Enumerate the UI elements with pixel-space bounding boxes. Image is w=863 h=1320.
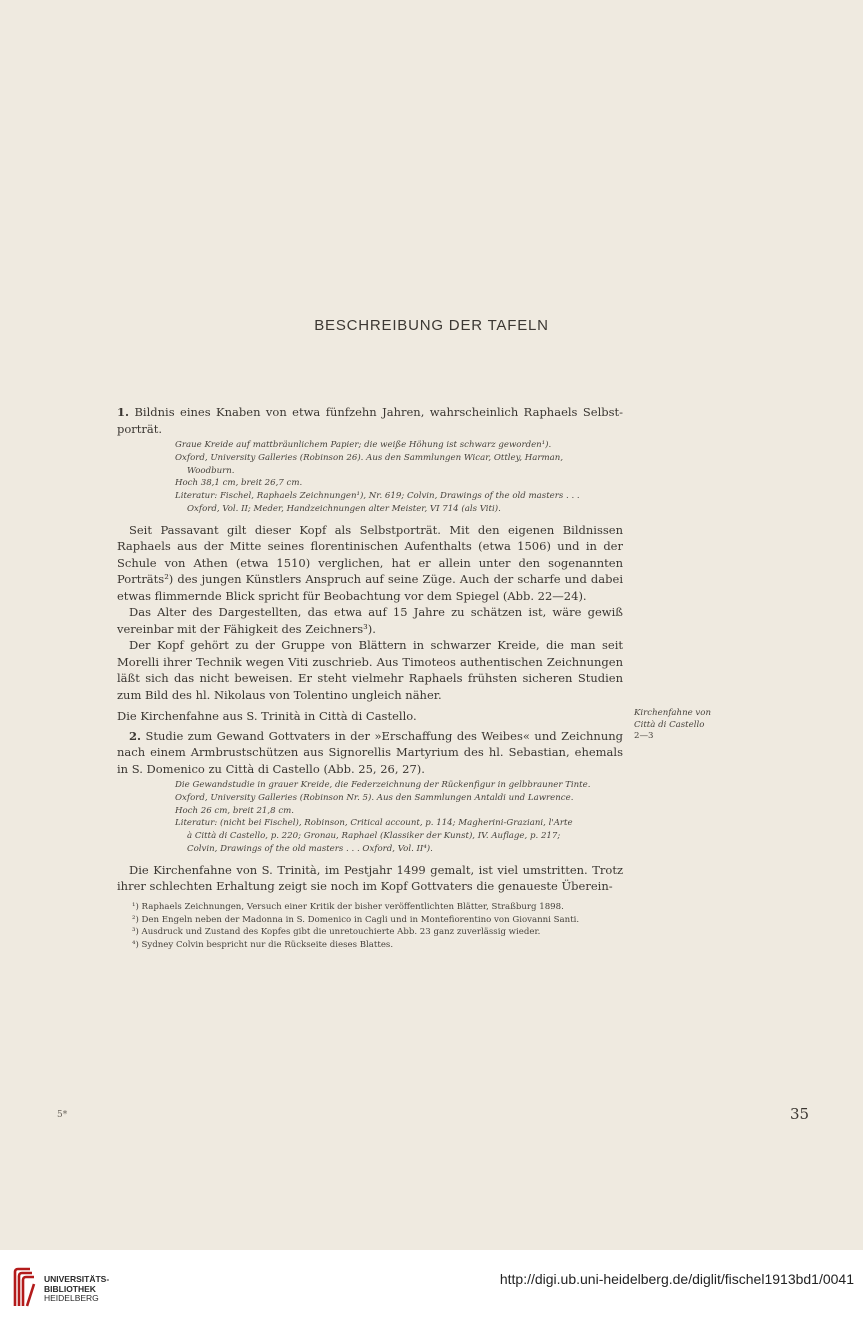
entry-1-meta-line: Graue Kreide auf mattbräunlichem Papier; die weiße Höhung ist schwarz geworden¹). (175, 440, 552, 450)
entry-2 (117, 708, 623, 895)
margin-note (634, 708, 744, 743)
footnotes (132, 901, 623, 951)
entry-2-meta-line: Literatur: (nicht bei Fischel), Robinson, Critical account, p. 114; Magherini-Graziani, l'Arte (175, 818, 573, 829)
entry-2-heading-text: Studie zum Gewand Gottvaters in der »Erschaffung des Weibes« und Zeichnung nach einem Armbrustschützen aus Signorellis Martyrium des hl. Sebastian, ehemals in S. Domenico zu Città di Castello (Abb. 25, 26, 27). (117, 728, 623, 776)
library-name-line: BIBLIOTHEK (44, 1283, 96, 1294)
entry-2-paragraph: Die Kirchenfahne von S. Trinità, im Pestjahr 1499 gemalt, ist viel umstritten. Trotz ihrer schlechten Erhaltung zeigt sie noch im Kopf Gottvaters die genaueste Überein- (117, 862, 623, 894)
margin-note-line: Città di Castello (634, 719, 705, 730)
footnote: ⁴) Sydney Colvin bespricht nur die Rückseite dieses Blattes. (132, 939, 394, 950)
library-name (44, 1275, 109, 1304)
page-title: BESCHREIBUNG DER TAFELN (314, 317, 549, 334)
entry-2-metadata (175, 779, 623, 856)
library-name-line: UNIVERSITÄTS- (44, 1274, 110, 1284)
entry-2-meta-line: Die Gewandstudie in grauer Kreide, die Federzeichnung der Rückenfigur in gelbbrauner Tinte. (175, 780, 591, 790)
entry-1-heading-text: Bildnis eines Knaben von etwa fünfzehn Jahren, wahrscheinlich Raphaels Selbst-porträt. (117, 405, 624, 436)
entry-2-meta-line: Colvin, Drawings of the old masters . . . Oxford, Vol. II⁴). (187, 843, 433, 854)
margin-note-line: Kirchenfahne von (634, 708, 711, 718)
entry-1-meta-line: Woodburn. (187, 465, 235, 476)
footnote: ¹) Raphaels Zeichnungen, Versuch einer Kritik der bisher veröffentlichten Blätter, Straßburg 1898. (132, 902, 564, 912)
entry-1 (117, 404, 623, 703)
entry-1-metadata (175, 439, 623, 516)
entry-1-paragraph: Der Kopf gehört zu der Gruppe von Blättern in schwarzer Kreide, die man seit Morelli ihrer Technik wegen Viti zuschrieb. Aus Timoteos authentischen Zeichnungen läßt sich das nicht beweisen. Er steht vielmehr Raphaels frühsten sicheren Studien zum Bild des hl. Nikolaus von Tolentino ungleich näher. (117, 638, 623, 702)
entry-2-meta-line: Oxford, University Galleries (Robinson Nr. 5). Aus den Sammlungen Antaldi und Lawrence. (175, 792, 574, 803)
footnote: ²) Den Engeln neben der Madonna in S. Domenico in Cagli und in Montefiorentino von Giovanni Santi. (132, 914, 580, 925)
entry-2-meta-line: à Città di Castello, p. 220; Gronau, Raphael (Klassiker der Kunst), IV. Auflage, p. 217; (187, 831, 561, 842)
entry-1-heading (117, 404, 623, 437)
entry-1-number: 1. (117, 405, 130, 419)
library-logo[interactable] (10, 1266, 150, 1310)
footnote: ³) Ausdruck und Zustand des Kopfes gibt die unretouchierte Abb. 23 ganz zuverlässig wieder. (132, 927, 541, 938)
entry-1-meta-line: Oxford, University Galleries (Robinson 26). Aus den Sammlungen Wicar, Ottley, Harman, (175, 452, 564, 463)
entry-1-paragraph: Das Alter des Dargestellten, das etwa auf 15 Jahre zu schätzen ist, wäre gewiß vereinbar mit der Fähigkeit des Zeichners³). (117, 605, 623, 636)
library-crest-icon (10, 1266, 36, 1310)
entry-2-meta-line: Hoch 26 cm, breit 21,8 cm. (175, 805, 295, 816)
source-url[interactable]: http://digi.ub.uni-heidelberg.de/diglit/fischel1913bd1/0041 (499, 1271, 854, 1287)
library-name-line: HEIDELBERG (44, 1293, 99, 1303)
page-number: 35 (790, 1105, 810, 1123)
signature-mark: 5* (57, 1110, 68, 1120)
entry-1-meta-line: Hoch 38,1 cm, breit 26,7 cm. (175, 478, 303, 489)
entry-1-meta-line: Literatur: Fischel, Raphaels Zeichnungen¹), Nr. 619; Colvin, Drawings of the old masters . . . (175, 491, 580, 502)
entry-2-section-heading: Die Kirchenfahne aus S. Trinità in Città di Castello. (117, 709, 417, 723)
margin-note-range: 2—3 (634, 731, 654, 741)
entry-1-meta-line: Oxford, Vol. II; Meder, Handzeichnungen alter Meister, VI 714 (als Viti). (187, 503, 501, 514)
entry-2-heading (117, 728, 623, 778)
entry-2-number: 2. (129, 728, 142, 743)
entry-1-paragraph: Seit Passavant gilt dieser Kopf als Selbstporträt. Mit den eigenen Bildnissen Raphaels aus der Mitte seines florentinischen Aufenthalts (etwa 1506) und in der Schule von Athen (etwa 1510) verglichen, hat er allein unter den sogenannten Porträts²) des jungen Künstlers Anspruch auf seine Züge. Auch der scharfe und dabei etwas flimmernde Blick spricht für Beobachtung vor dem Spiegel (Abb. 22—24). (117, 522, 623, 603)
